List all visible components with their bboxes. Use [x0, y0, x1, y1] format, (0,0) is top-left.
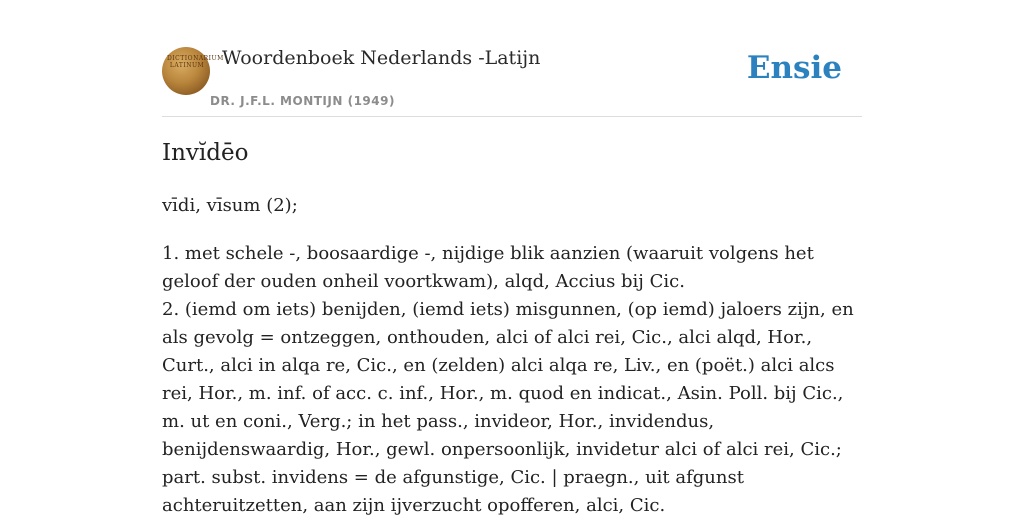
- dictionary-author: DR. J.F.L. MONTIJN (1949): [210, 94, 395, 108]
- dictionary-logo-image[interactable]: [162, 47, 224, 95]
- header: [162, 44, 862, 117]
- entry-forms: vīdi, vīsum (2);: [162, 195, 298, 216]
- logo-text: DICTIONARIUM LATINUM: [167, 55, 224, 69]
- entry-headword: Invĭdēo: [162, 140, 249, 166]
- entry-definitions: [162, 240, 862, 520]
- definition-1: 1. met schele -, boosaardige -, nijdige blik aanzien (waaruit volgens het geloof der ouden onheil voortkwam), alqd, Accius bij Cic.: [162, 243, 814, 292]
- ensie-logo[interactable]: Ensie: [746, 50, 842, 86]
- dictionary-title[interactable]: Woordenboek Nederlands -Latijn: [222, 47, 541, 69]
- definition-2: 2. (iemd om iets) benijden, (iemd iets) misgunnen, (op iemd) jaloers zijn, en als gevolg = ontzeggen, onthouden, alci of alci rei, Cic., alci alqd, Hor., Curt., alci in alqa re, Cic., en (zelden) alci alqa re, Liv., en (poët.) alci alcs rei, Hor., m. inf. of acc. c. inf., Hor., m. quod en indicat., Asin. Poll. bij Cic., m. ut en coni., Verg.; in het pass., invideor, Hor., invidendus, benijdenswaardig, Hor., gewl. onpersoonlijk, invidetur alci of alci rei, Cic.; part. subst. invidens = de afgunstige, Cic. | praegn., uit afgunst achteruitzetten, aan zijn ijverzucht opofferen, alci, Cic.: [162, 299, 854, 516]
